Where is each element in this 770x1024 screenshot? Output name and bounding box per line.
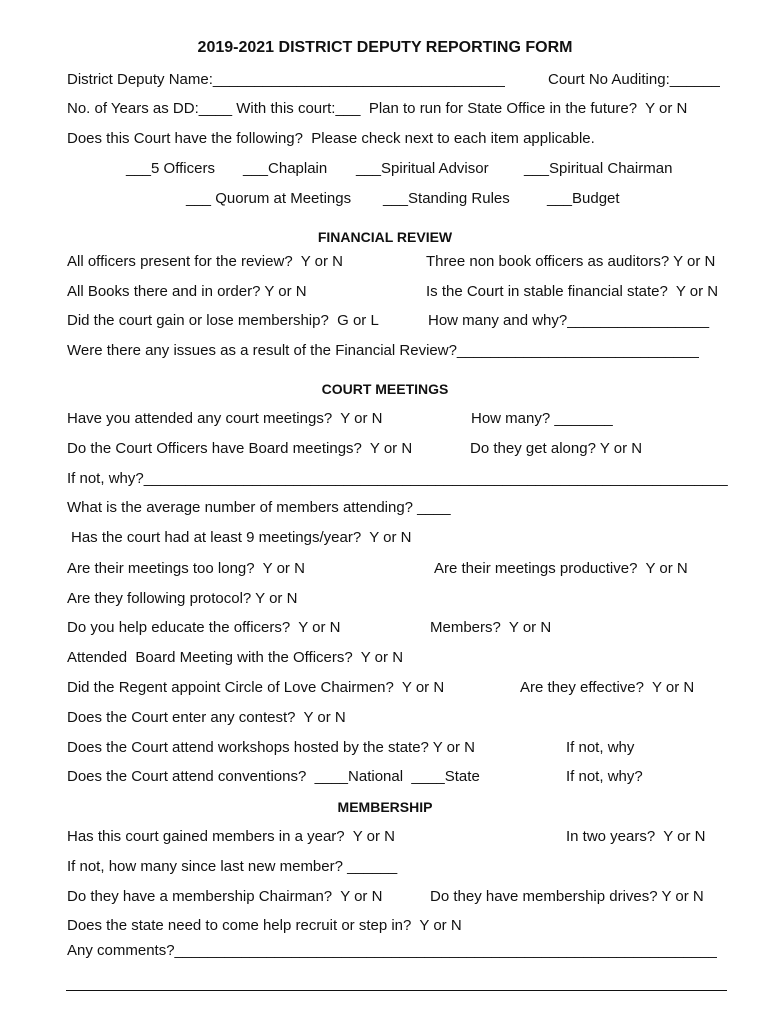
court-meetings-heading: COURT MEETINGS	[321, 381, 449, 397]
effective-question[interactable]: Are they effective? Y or N	[520, 679, 695, 696]
check-five-officers[interactable]: ___5 Officers	[126, 160, 215, 177]
board-meetings-question[interactable]: Do the Court Officers have Board meetings? Y or N	[67, 440, 413, 457]
attended-board-question[interactable]: Attended Board Meeting with the Officers? Y or N	[67, 649, 404, 666]
average-members-field[interactable]: What is the average number of members attending? ____	[67, 499, 451, 516]
comments-field[interactable]: Any comments?_________________________________________________________________	[67, 942, 717, 959]
since-last-member-field[interactable]: If not, how many since last new member? ______	[67, 858, 398, 875]
if-not-why-field[interactable]: If not, why?______________________________________________________________________	[67, 470, 728, 487]
officers-present-question[interactable]: All officers present for the review? Y or N	[67, 253, 343, 270]
gained-members-question[interactable]: Has this court gained members in a year? Y or N	[67, 828, 395, 845]
educate-members-question[interactable]: Members? Y or N	[430, 619, 552, 636]
get-along-question[interactable]: Do they get along? Y or N	[470, 440, 643, 457]
two-years-question[interactable]: In two years? Y or N	[566, 828, 706, 845]
contest-question[interactable]: Does the Court enter any contest? Y or N	[67, 709, 346, 726]
gain-lose-question[interactable]: Did the court gain or lose membership? G or L	[67, 312, 379, 329]
membership-drives-question[interactable]: Do they have membership drives? Y or N	[430, 888, 704, 905]
court-no-field[interactable]: Court No Auditing:______	[548, 71, 720, 88]
financial-review-heading: FINANCIAL REVIEW	[317, 229, 453, 245]
conventions-why-field[interactable]: If not, why?	[566, 768, 643, 785]
workshops-question[interactable]: Does the Court attend workshops hosted by the state? Y or N	[67, 739, 476, 756]
how-many-why-field[interactable]: How many and why?_________________	[428, 312, 710, 329]
meetings-productive-question[interactable]: Are their meetings productive? Y or N	[434, 560, 688, 577]
workshops-why-field[interactable]: If not, why	[566, 739, 635, 756]
stable-state-question[interactable]: Is the Court in stable financial state? Y or N	[426, 283, 719, 300]
form-title: 2019-2021 DISTRICT DEPUTY REPORTING FORM	[197, 39, 573, 56]
conventions-question[interactable]: Does the Court attend conventions? ____National ____State	[67, 768, 480, 785]
court-have-question: Does this Court have the following? Please check next to each item applicable.	[67, 130, 595, 147]
meetings-too-long-question[interactable]: Are their meetings too long? Y or N	[67, 560, 305, 577]
attended-meetings-question[interactable]: Have you attended any court meetings? Y or N	[67, 410, 383, 427]
auditors-question[interactable]: Three non book officers as auditors? Y or N	[426, 253, 716, 270]
check-chaplain[interactable]: ___Chaplain	[243, 160, 328, 177]
educate-officers-question[interactable]: Do you help educate the officers? Y or N	[67, 619, 341, 636]
deputy-name-field[interactable]: District Deputy Name:___________________________________	[67, 71, 505, 88]
protocol-question[interactable]: Are they following protocol? Y or N	[67, 590, 298, 607]
check-spiritual-chairman[interactable]: ___Spiritual Chairman	[524, 160, 673, 177]
nine-meetings-question[interactable]: Has the court had at least 9 meetings/year? Y or N	[71, 529, 412, 546]
how-many-meetings-field[interactable]: How many? _______	[471, 410, 613, 427]
check-standing-rules[interactable]: ___Standing Rules	[383, 190, 510, 207]
years-line[interactable]: No. of Years as DD:____ With this court:___ Plan to run for State Office in the future? Y or N	[67, 100, 688, 117]
membership-heading: MEMBERSHIP	[337, 799, 433, 815]
regent-question[interactable]: Did the Regent appoint Circle of Love Chairmen? Y or N	[67, 679, 445, 696]
books-question[interactable]: All Books there and in order? Y or N	[67, 283, 307, 300]
check-spiritual-advisor[interactable]: ___Spiritual Advisor	[356, 160, 489, 177]
check-budget[interactable]: ___Budget	[547, 190, 620, 207]
comments-extra-line[interactable]	[66, 990, 727, 991]
membership-chairman-question[interactable]: Do they have a membership Chairman? Y or N	[67, 888, 383, 905]
check-quorum[interactable]: ___ Quorum at Meetings	[186, 190, 352, 207]
financial-issues-field[interactable]: Were there any issues as a result of the Financial Review?_____________________________	[67, 342, 699, 359]
recruit-question[interactable]: Does the state need to come help recruit or step in? Y or N	[67, 917, 462, 934]
